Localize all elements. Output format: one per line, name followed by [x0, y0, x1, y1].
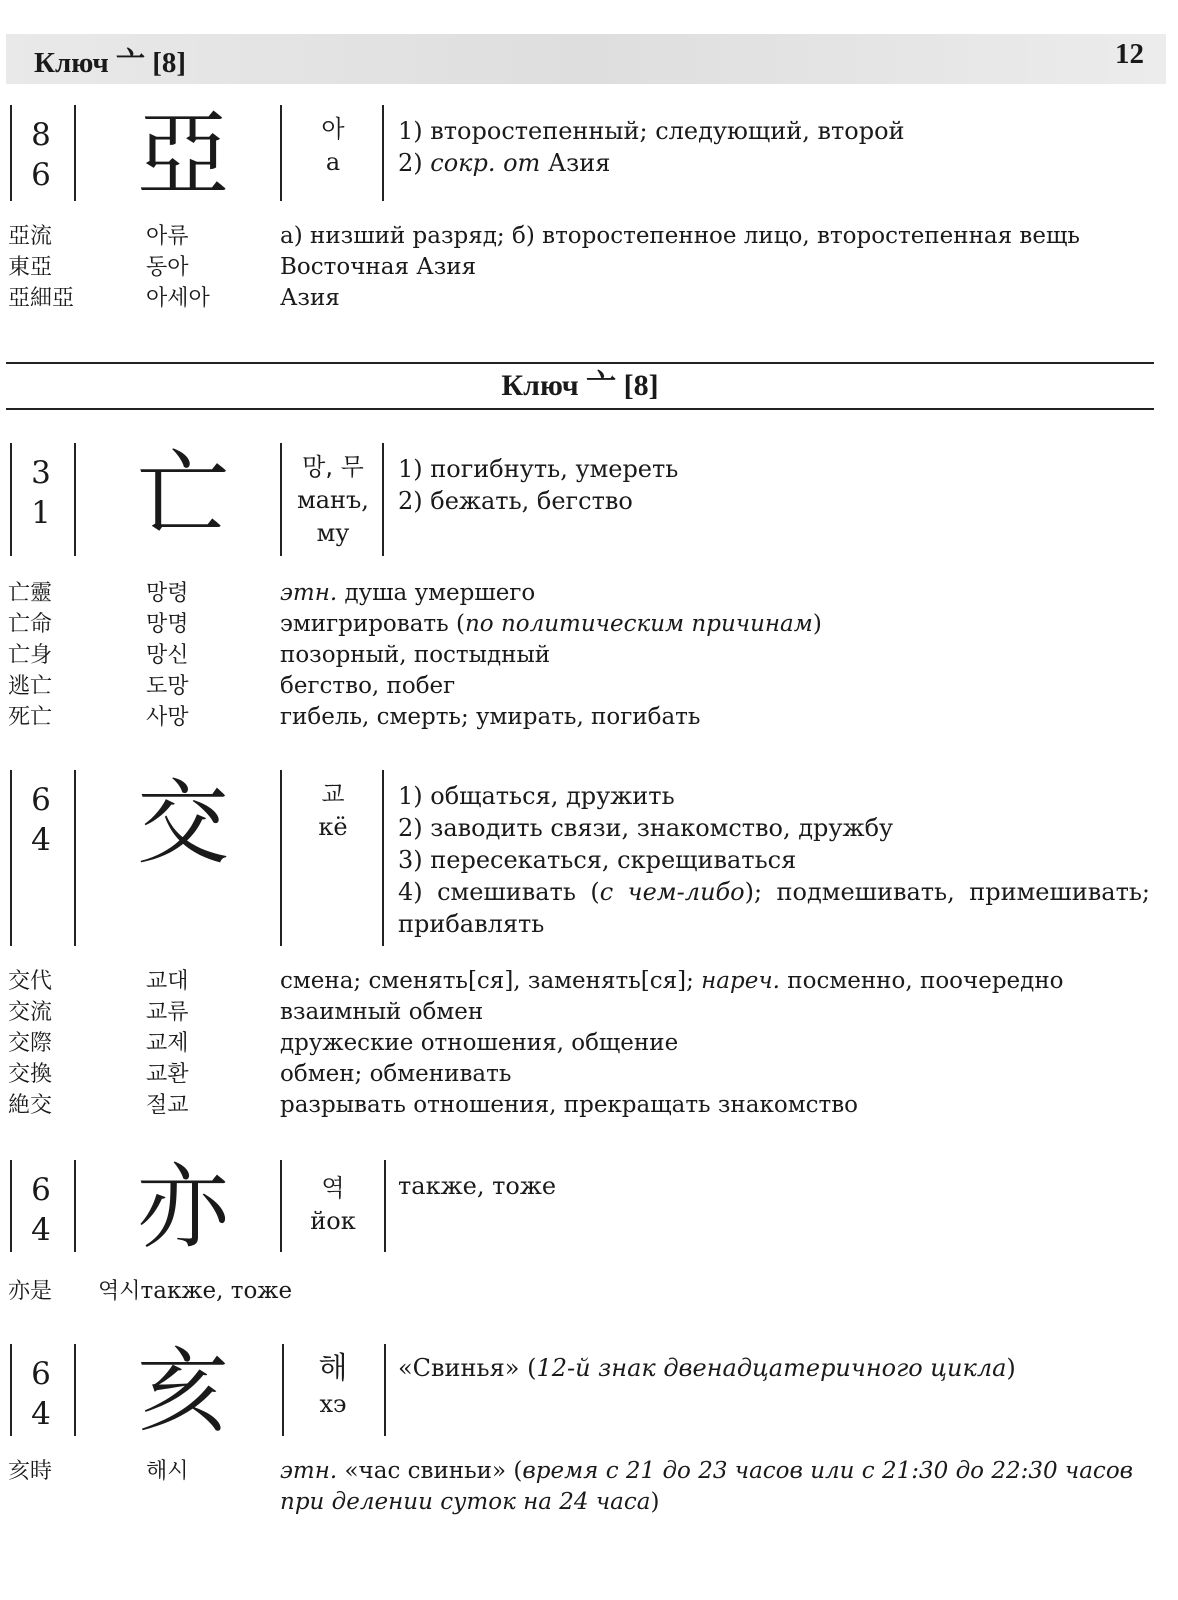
- stroke-count: 3 1: [31, 455, 51, 531]
- page-number: 12: [1115, 38, 1144, 70]
- headword-character: 亦: [136, 1154, 229, 1261]
- reading: 망, 무 манъ, му: [297, 453, 369, 547]
- compound-list: [0, 966, 1178, 1121]
- reading: 교 кё: [318, 780, 348, 841]
- entry-a: [0, 101, 1178, 208]
- meanings: также, тоже: [398, 1172, 557, 1200]
- stroke-count: 8 6: [31, 117, 51, 193]
- reading: 역 йок: [310, 1174, 356, 1235]
- stroke-count: 6 4: [31, 1356, 51, 1432]
- compound-row: 亡身 망신 позорный, постыдный: [8, 642, 551, 668]
- compound-row: 亥時 해시 этн. «час свиньи» (время с 21 до 23 часов или с 21:30 до 22:30 часов при делении суток на 24 часа): [8, 1458, 1134, 1515]
- entry-mang: [0, 443, 1178, 556]
- compound-row: 亞細亞 아세아 Азия: [8, 285, 340, 311]
- compound-row: 東亞 동아 Восточная Азия: [8, 254, 477, 280]
- headword-character: 亥: [136, 1338, 229, 1445]
- meanings: 1) общаться, дружить 2) заводить связи, знакомство, дружбу 3) пересекаться, скрещиваться 4) смешивать (с чем-либо); подмешивать, примешивать; прибавлять: [398, 782, 1150, 938]
- compound-row: 交際 교제 дружеские отношения, общение: [8, 1030, 679, 1056]
- header-title: Ключ 亠 [8]: [34, 47, 187, 79]
- entry-hae: [0, 1338, 1178, 1445]
- compound-list: [0, 1276, 1178, 1307]
- compound-list: [0, 1456, 1178, 1520]
- meanings: 1) второстепенный; следующий, второй 2) сокр. от Азия: [398, 117, 905, 177]
- compound-list: [0, 221, 1178, 314]
- compound-row: 亡靈 망령 этн. душа умершего: [8, 580, 536, 606]
- reading: 해 хэ: [318, 1351, 348, 1418]
- section-divider-title: Ключ 亠 [8]: [6, 362, 1154, 410]
- compound-row: 交流 교류 взаимный обмен: [8, 999, 484, 1025]
- compound-row: 亦是 역시также, тоже: [8, 1278, 293, 1304]
- meanings: «Свинья» (12-й знак двенадцатеричного цикла): [398, 1354, 1016, 1382]
- headword-character: 交: [136, 770, 229, 877]
- compound-row: 亞流 아류 а) низший разряд; б) второстепенное лицо, второстепенная вещь: [8, 223, 1080, 249]
- entry-kyo: [0, 770, 1178, 946]
- compound-row: 亡命 망명 эмигрировать (по политическим причинам): [8, 611, 822, 637]
- headword-character: 亡: [136, 441, 229, 548]
- compound-row: 交代 교대 смена; сменять[ся], заменять[ся]; нареч. посменно, поочередно: [8, 968, 1064, 994]
- meanings: 1) погибнуть, умереть 2) бежать, бегство: [398, 455, 679, 515]
- compound-list: [0, 578, 1178, 733]
- headword-character: 亞: [136, 101, 229, 208]
- compound-row: 絶交 절교 разрывать отношения, прекращать знакомство: [8, 1092, 858, 1118]
- stroke-count: 6 4: [31, 782, 51, 858]
- compound-row: 逃亡 도망 бегство, побег: [8, 673, 456, 699]
- entry-yok: [0, 1154, 1178, 1261]
- compound-row: 死亡 사망 гибель, смерть; умирать, погибать: [8, 704, 701, 730]
- compound-row: 交換 교환 обмен; обменивать: [8, 1061, 512, 1087]
- stroke-count: 6 4: [31, 1172, 51, 1248]
- reading: 아 а: [321, 115, 345, 176]
